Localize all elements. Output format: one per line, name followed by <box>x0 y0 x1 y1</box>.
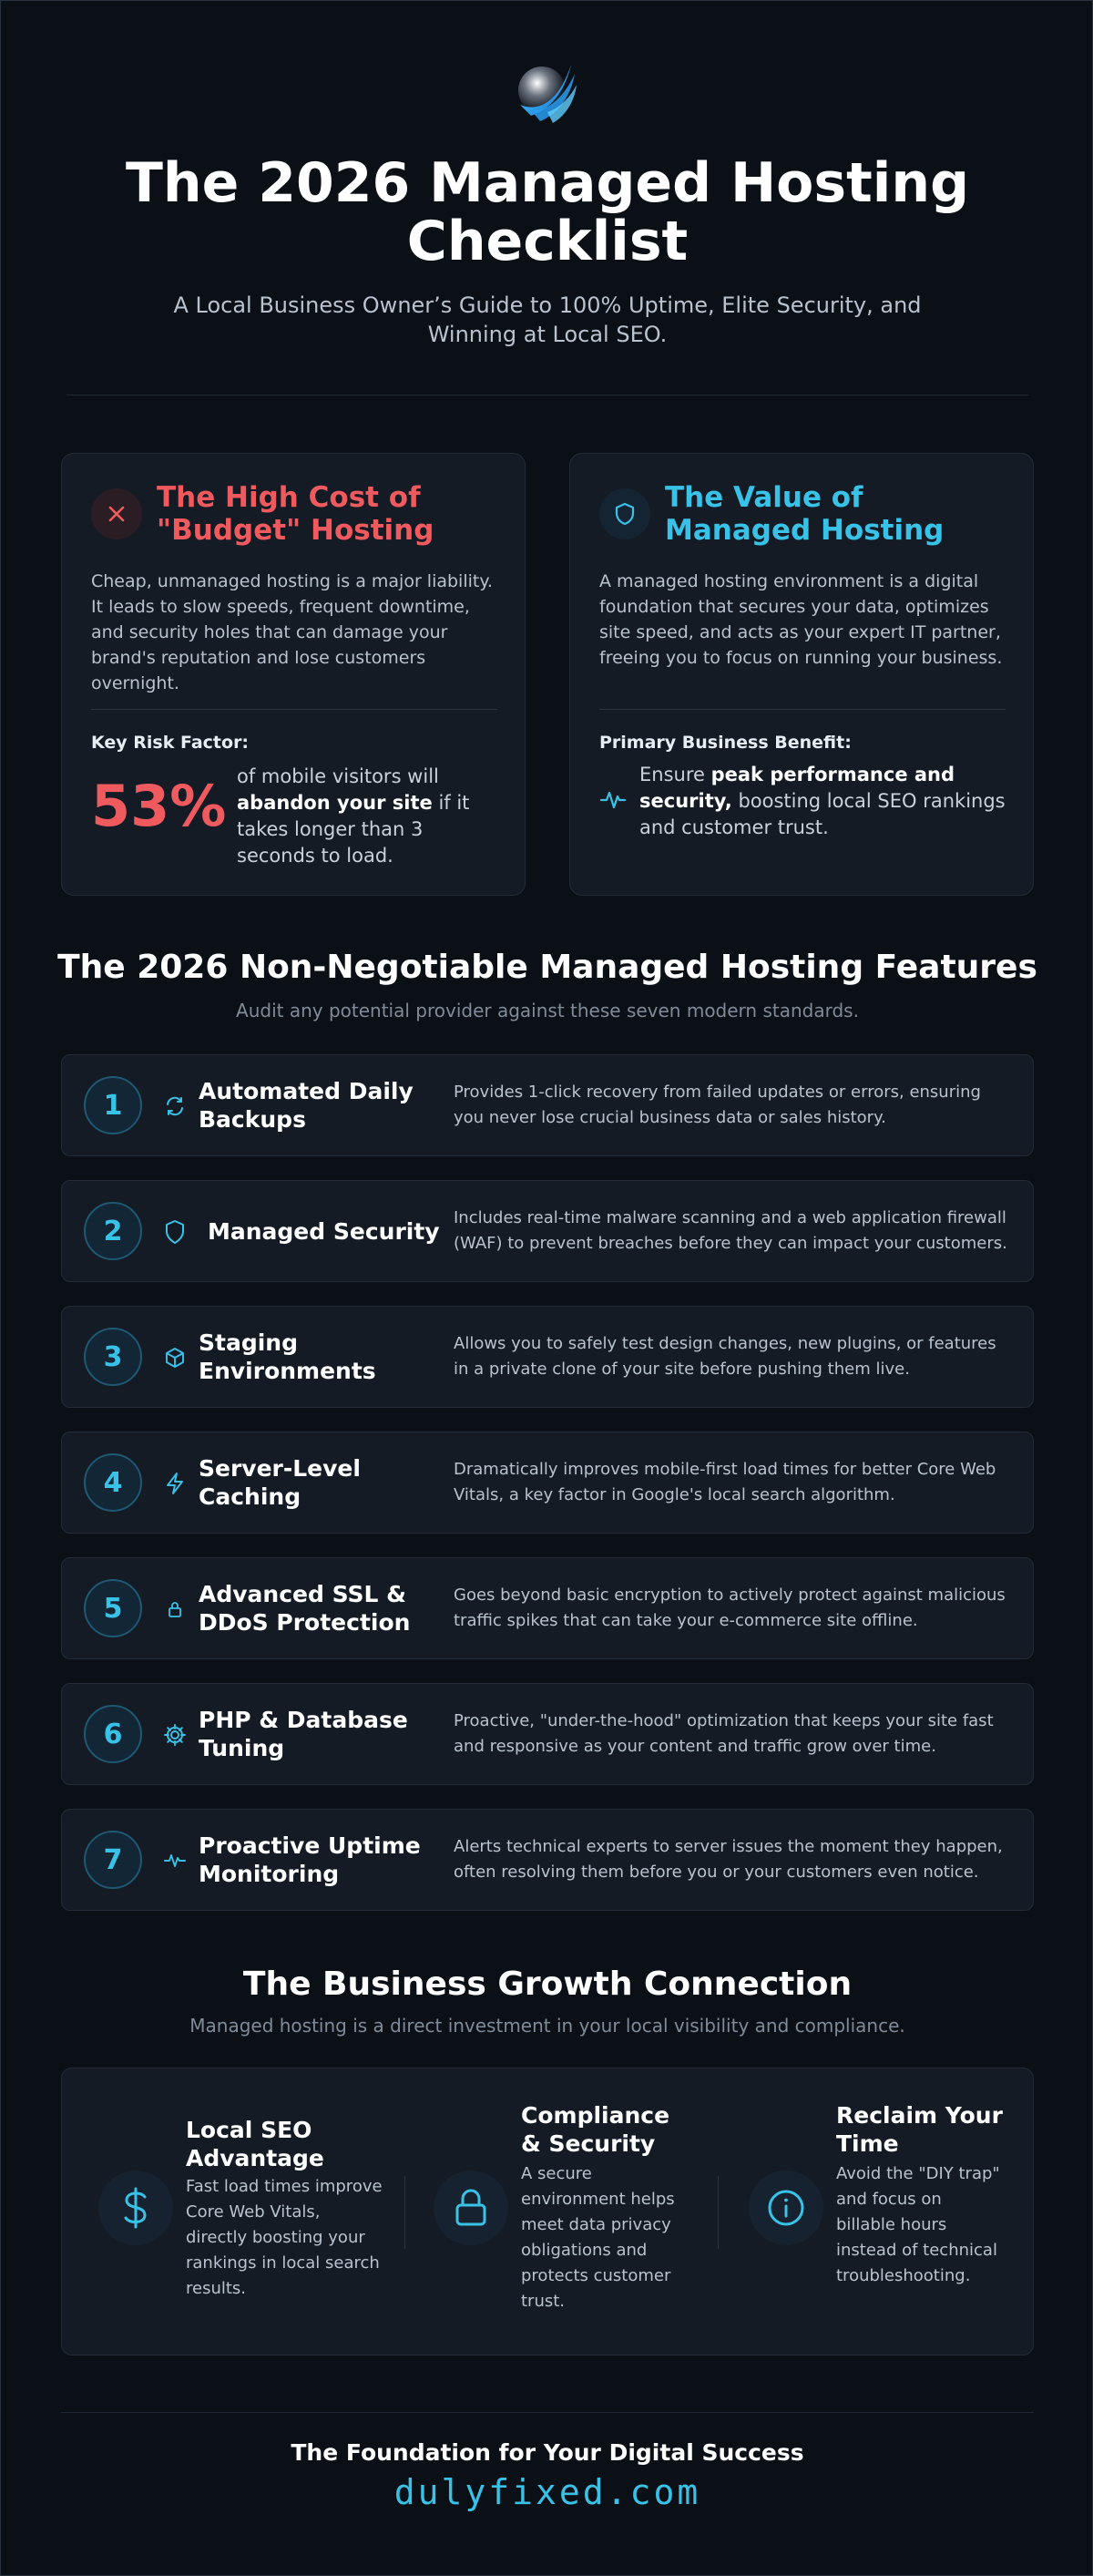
lock-icon <box>434 2171 508 2245</box>
feature-description: Dramatically improves mobile-first load times for better Core Web Vitals, a key factor in Google's local search algorithm. <box>454 1460 996 1504</box>
feature-description: Goes beyond basic encryption to actively protect against malicious traffic spikes that can take your e-commerce site offline. <box>454 1586 1006 1630</box>
lock-icon <box>162 1596 188 1622</box>
info-icon <box>749 2171 823 2245</box>
card-divider <box>599 709 1006 710</box>
feature-description: Allows you to safely test design changes, new plugins, or features in a private clone of your site before pushing them live. <box>454 1334 996 1379</box>
close-icon <box>91 488 142 539</box>
feature-number: 4 <box>84 1453 142 1512</box>
card-body: A managed hosting environment is a digital foundation that secures your data, optimizes site speed, and acts as your expert IT partner, freeing you to focus on running your business. <box>599 571 1003 668</box>
feature-name: PHP & Database Tuning <box>199 1707 408 1761</box>
managed-hosting-card <box>569 453 1034 896</box>
shield-icon <box>162 1219 188 1245</box>
footer-divider <box>61 2412 1034 2413</box>
feature-description: Includes real-time malware scanning and a web application firewall (WAF) to prevent breaches before they can impact your customers. <box>454 1208 1007 1253</box>
gear-icon <box>162 1722 188 1748</box>
risk-stat: 53% <box>91 773 227 839</box>
feature-number: 5 <box>84 1579 142 1637</box>
card-body: Cheap, unmanaged hosting is a major liability. It leads to slow speeds, frequent downtime, and security holes that can damage your brand's reputation and lose customers overnight. <box>91 571 493 693</box>
feature-name: Proactive Uptime Monitoring <box>199 1832 421 1887</box>
box-icon <box>162 1345 188 1370</box>
budget-hosting-card <box>61 453 526 896</box>
growth-subtitle: Managed hosting is a direct investment in your local visibility and compliance. <box>189 2015 905 2037</box>
growth-item-description: Fast load times improve Core Web Vitals, directly boosting your rankings in local search results. <box>186 2177 383 2298</box>
feature-number: 2 <box>84 1202 142 1260</box>
feature-row <box>61 1306 1034 1408</box>
feature-number: 1 <box>84 1076 142 1134</box>
feature-row <box>61 1432 1034 1534</box>
growth-title: The Business Growth Connection <box>242 1965 853 2003</box>
feature-name: Managed Security <box>208 1217 440 1245</box>
pulse-icon <box>162 1848 188 1873</box>
risk-factor-label: Key Risk Factor: <box>91 733 250 753</box>
footer-title: The Foundation for Your Digital Success <box>291 2439 804 2466</box>
benefit-text: Ensure peak performance and security, boosting local SEO rankings and customer trust. <box>639 764 1006 838</box>
refresh-icon <box>162 1093 188 1119</box>
feature-name: Staging Environments <box>199 1329 376 1384</box>
feature-row <box>61 1557 1034 1659</box>
shield-icon <box>599 488 650 539</box>
feature-description: Alerts technical experts to server issues the moment they happen, often resolving them before you or your customers even notice. <box>454 1837 1003 1882</box>
feature-row <box>61 1809 1034 1911</box>
feature-number: 3 <box>84 1328 142 1386</box>
pulse-icon <box>599 789 627 811</box>
feature-name: Server-Level Caching <box>199 1455 361 1510</box>
growth-item-title: Local SEO Advantage <box>186 2117 324 2171</box>
card-title: The High Cost of "Budget" Hosting <box>157 481 434 547</box>
footer-url-link[interactable]: dulyfixed.com <box>393 2472 701 2512</box>
growth-item-title: Reclaim Your Time <box>836 2102 1003 2157</box>
feature-row <box>61 1180 1034 1282</box>
dollar-icon <box>98 2171 173 2245</box>
benefit-label: Primary Business Benefit: <box>599 733 852 753</box>
feature-description: Proactive, "under-the-hood" optimization that keeps your site fast and responsive as your content and traffic grow over time. <box>454 1711 994 1756</box>
lightning-icon <box>162 1471 188 1496</box>
page-subtitle: A Local Business Owner’s Guide to 100% Uptime, Elite Security, and Winning at Local SEO. <box>173 292 922 347</box>
feature-number: 7 <box>84 1831 142 1889</box>
feature-number: 6 <box>84 1705 142 1763</box>
column-divider <box>404 2176 405 2249</box>
growth-panel <box>61 2068 1034 2355</box>
feature-row <box>61 1683 1034 1785</box>
feature-name: Advanced SSL & DDoS Protection <box>199 1581 411 1636</box>
brand-logo <box>511 57 580 127</box>
feature-description: Provides 1-click recovery from failed updates or errors, ensuring you never lose crucial business data or sales history. <box>454 1083 981 1127</box>
risk-stat-text: of mobile visitors will abandon your site if it takes longer than 3 seconds to load. <box>237 765 470 867</box>
page-title: The 2026 Managed Hosting Checklist <box>125 151 970 273</box>
card-divider <box>91 709 497 710</box>
card-title: The Value of Managed Hosting <box>665 481 945 547</box>
growth-item-description: A secure environment helps meet data privacy obligations and protects customer trust. <box>521 2164 675 2311</box>
growth-item-title: Compliance & Security <box>521 2102 670 2157</box>
features-subtitle: Audit any potential provider against these seven modern standards. <box>236 1000 859 1021</box>
column-divider <box>718 2176 719 2249</box>
growth-item-description: Avoid the "DIY trap" and focus on billable hours instead of technical troubleshooting. <box>836 2164 1000 2285</box>
features-title: The 2026 Non-Negotiable Managed Hosting Features <box>57 949 1037 986</box>
feature-name: Automated Daily Backups <box>199 1078 414 1133</box>
feature-row <box>61 1054 1034 1156</box>
